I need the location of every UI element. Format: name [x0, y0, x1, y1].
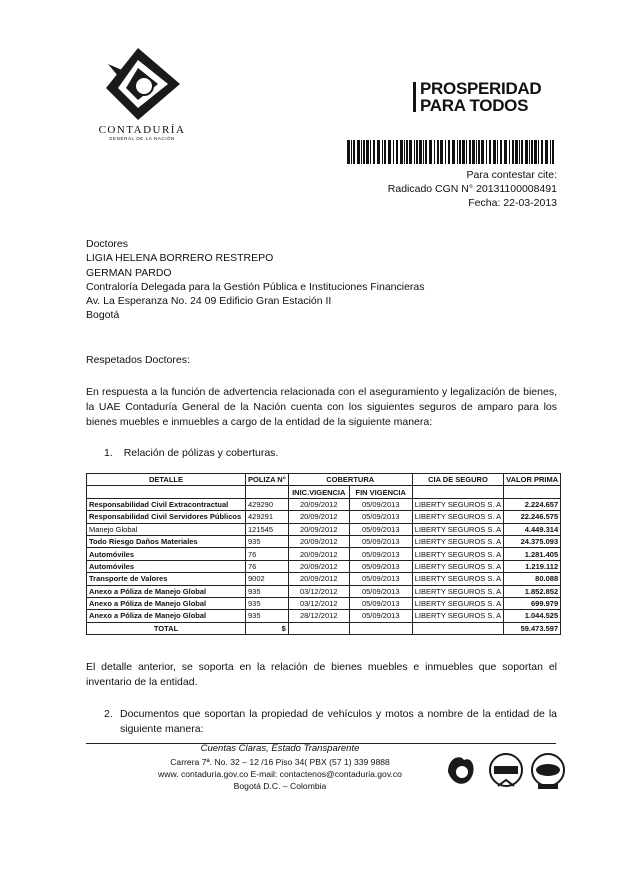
recipient-line: Doctores — [86, 238, 129, 250]
greeting: Respetados Doctores: — [86, 354, 190, 366]
cell-inic-vigencia: 03/12/2012 — [288, 597, 349, 609]
cell-inic-vigencia: 20/09/2012 — [288, 560, 349, 572]
cell-inic-vigencia: 20/09/2012 — [288, 548, 349, 560]
cell-inic-vigencia: 20/09/2012 — [288, 523, 349, 535]
header-fin-vigencia: FIN VIGENCIA — [349, 486, 412, 498]
slogan-bar-icon — [413, 82, 416, 112]
total-label: TOTAL — [87, 622, 246, 634]
table-row — [87, 511, 561, 523]
reply-label: Para contestar cite: — [466, 169, 557, 181]
table-row — [87, 523, 561, 535]
cell-valor: 1.281.405 — [504, 548, 561, 560]
cell-fin-vigencia: 05/09/2013 — [349, 585, 412, 597]
cell-detalle: Todo Riesgo Daños Materiales — [87, 535, 246, 547]
cell-fin-vigencia: 05/09/2013 — [349, 610, 412, 622]
cell-detalle: Anexo a Póliza de Manejo Global — [87, 585, 246, 597]
org-name: CONTADURÍA — [98, 124, 186, 136]
cell-valor: 1.219.112 — [504, 560, 561, 572]
footer-tagline: Cuentas Claras, Estado Transparente — [200, 743, 360, 754]
header-valor: VALOR PRIMA — [504, 474, 561, 486]
cell-inic-vigencia: 28/12/2012 — [288, 610, 349, 622]
cell-poliza: 121545 — [246, 523, 289, 535]
recipient-line: LIGIA HELENA BORRERO RESTREPO — [86, 252, 274, 265]
cell-detalle: Transporte de Valores — [87, 573, 246, 585]
cell-detalle: Manejo Global — [87, 523, 246, 535]
header-inic-vigencia: INIC.VIGENCIA — [288, 486, 349, 498]
cell-valor: 24.375.093 — [504, 535, 561, 547]
table-subheader-row — [87, 486, 561, 498]
slogan-line-2: PARA TODOS — [420, 96, 529, 115]
list-text: Relación de pólizas y coberturas. — [123, 447, 279, 459]
table-row — [87, 560, 561, 572]
table-row — [87, 610, 561, 622]
cell-cia: LIBERTY SEGUROS S. A — [412, 511, 503, 523]
cell-detalle: Anexo a Póliza de Manejo Global — [87, 610, 246, 622]
cell-cia: LIBERTY SEGUROS S. A — [412, 585, 503, 597]
cell-detalle: Anexo a Póliza de Manejo Global — [87, 597, 246, 609]
document-date: Fecha: 22-03-2013 — [468, 197, 557, 209]
header-detalle: DETALLE — [87, 474, 246, 486]
cell-poliza: 935 — [246, 597, 289, 609]
cell-detalle: Automóviles — [87, 560, 246, 572]
table-row — [87, 548, 561, 560]
paragraph-intro: En respuesta a la función de advertencia relacionada con el aseguramiento y legalización de bienes, la UAE Contaduría General de la Nación cuenta con los siguientes seguros de amparo para los bienes muebles e inmuebles a cargo de la entidad de la siguiente manera: — [86, 386, 557, 428]
cell-poliza: 429290 — [246, 498, 289, 510]
cell-poliza: 76 — [246, 560, 289, 572]
cell-poliza: 935 — [246, 535, 289, 547]
recipient-line: Av. La Esperanza No. 24 09 Edificio Gran Estación II — [86, 295, 332, 308]
barcode-icon — [347, 140, 557, 164]
recipient-line: Contraloría Delegada para la Gestión Pública e Instituciones Financieras — [86, 280, 425, 293]
list-text: Documentos que soportan la propiedad de vehículos y motos a nombre de la entidad de la siguiente manera: — [120, 708, 557, 735]
cell-fin-vigencia: 05/09/2013 — [349, 498, 412, 510]
cell-poliza: 935 — [246, 610, 289, 622]
cell-detalle: Responsabilidad Civil Servidores Públicos — [87, 511, 246, 523]
list-item-2 — [104, 707, 557, 737]
header-poliza: POLIZA N° — [246, 474, 289, 486]
total-currency: $ — [246, 622, 289, 634]
cell-poliza: 9002 — [246, 573, 289, 585]
table-row — [87, 498, 561, 510]
table-row — [87, 585, 561, 597]
cell-inic-vigencia: 20/09/2012 — [288, 573, 349, 585]
cell-cia: LIBERTY SEGUROS S. A — [412, 560, 503, 572]
table-header-row — [87, 474, 561, 486]
cell-cia: LIBERTY SEGUROS S. A — [412, 498, 503, 510]
cell-poliza: 76 — [246, 548, 289, 560]
recipient-line: Bogotá — [86, 309, 120, 322]
list-number: 1. — [104, 447, 113, 459]
footer-city: Bogotá D.C. – Colombia — [233, 781, 327, 791]
cell-valor: 22.246.575 — [504, 511, 561, 523]
cell-fin-vigencia: 05/09/2013 — [349, 573, 412, 585]
cell-cia: LIBERTY SEGUROS S. A — [412, 548, 503, 560]
slogan-line-1: PROSPERIDAD — [420, 79, 542, 98]
cell-valor: 2.224.657 — [504, 498, 561, 510]
table-row — [87, 535, 561, 547]
cell-poliza: 935 — [246, 585, 289, 597]
slogan-logo — [420, 80, 541, 114]
cell-cia: LIBERTY SEGUROS S. A — [412, 610, 503, 622]
cell-cia: LIBERTY SEGUROS S. A — [412, 573, 503, 585]
cell-cia: LIBERTY SEGUROS S. A — [412, 535, 503, 547]
recipient-block — [86, 237, 425, 323]
cell-valor: 1.852.852 — [504, 585, 561, 597]
cell-inic-vigencia: 03/12/2012 — [288, 585, 349, 597]
certification-seal-icon — [486, 750, 526, 792]
cell-cia: LIBERTY SEGUROS S. A — [412, 523, 503, 535]
cell-fin-vigencia: 05/09/2013 — [349, 597, 412, 609]
total-value: 59.473.597 — [504, 622, 561, 634]
table-total-row — [87, 622, 561, 634]
table-row — [87, 597, 561, 609]
footer-web: www. contaduria.gov.co E-mail: contactenos@contaduria.gov.co — [158, 769, 402, 779]
cell-fin-vigencia: 05/09/2013 — [349, 560, 412, 572]
table-row — [87, 573, 561, 585]
cell-fin-vigencia: 05/09/2013 — [349, 548, 412, 560]
cell-valor: 1.044.525 — [504, 610, 561, 622]
footer-address: Carrera 7ª. No. 32 – 12 /16 Piso 34( PBX (57 1) 339 9888 — [170, 757, 390, 767]
cell-detalle: Automóviles — [87, 548, 246, 560]
radicado-number: Radicado CGN N° 20131100008491 — [387, 183, 557, 195]
cell-fin-vigencia: 05/09/2013 — [349, 523, 412, 535]
header-cobertura: COBERTURA — [288, 474, 412, 486]
list-item-1 — [104, 446, 278, 461]
cell-inic-vigencia: 20/09/2012 — [288, 535, 349, 547]
cell-fin-vigencia: 05/09/2013 — [349, 535, 412, 547]
org-subtitle: GENERAL DE LA NACIÓN — [108, 136, 176, 141]
list-number: 2. — [104, 708, 113, 720]
cell-inic-vigencia: 20/09/2012 — [288, 511, 349, 523]
policies-table — [86, 473, 561, 635]
cell-cia: LIBERTY SEGUROS S. A — [412, 597, 503, 609]
paragraph-support: El detalle anterior, se soporta en la relación de bienes muebles e inmuebles que soportan el inventario de la entidad. — [86, 661, 557, 688]
contaduria-emblem-icon — [88, 46, 198, 126]
colombia-seal-icon — [442, 750, 482, 792]
cell-inic-vigencia: 20/09/2012 — [288, 498, 349, 510]
cell-poliza: 429291 — [246, 511, 289, 523]
recipient-line: GERMAN PARDO — [86, 266, 172, 279]
cell-detalle: Responsabilidad Civil Extracontractual — [87, 498, 246, 510]
iqnet-seal-icon — [528, 750, 568, 792]
header-cia: CIA DE SEGURO — [412, 474, 503, 486]
cell-valor: 80.088 — [504, 573, 561, 585]
cell-valor: 699.979 — [504, 597, 561, 609]
cell-valor: 4.449.314 — [504, 523, 561, 535]
cell-fin-vigencia: 05/09/2013 — [349, 511, 412, 523]
